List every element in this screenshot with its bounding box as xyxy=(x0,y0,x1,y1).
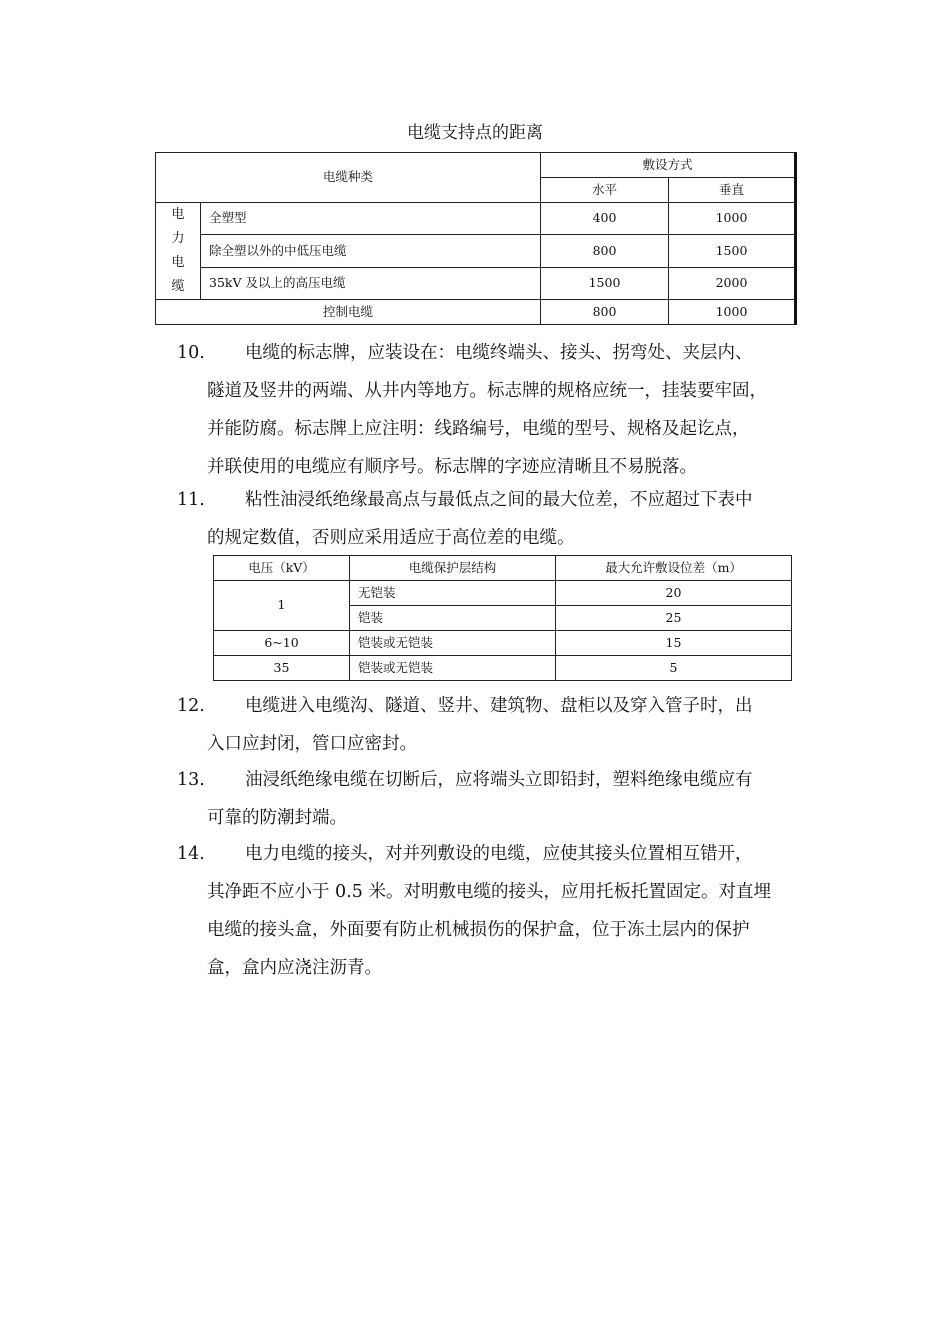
row-max-diff: 15 xyxy=(556,631,792,656)
header-structure: 电缆保护层结构 xyxy=(350,556,556,581)
row-structure: 铠装或无铠装 xyxy=(350,631,556,656)
group-char: 电 xyxy=(171,255,185,270)
row-name: 35kV 及以上的高压电缆 xyxy=(201,267,541,299)
control-horizontal: 800 xyxy=(541,300,669,325)
row-vertical: 1500 xyxy=(669,235,796,267)
item-text-line: 电缆的接头盒，外面要有防止机械损伤的保护盒，位于冻土层内的保护 xyxy=(207,920,750,940)
item-number: 14. xyxy=(177,844,205,864)
item-text-line: 并联使用的电缆应有顺序号。标志牌的字迹应清晰且不易脱落。 xyxy=(207,457,697,477)
header-vertical: 垂直 xyxy=(669,178,796,203)
item-text-line: 电缆的标志牌，应装设在：电缆终端头、接头、拐弯处、夹层内、 xyxy=(245,343,753,363)
row-voltage: 6~10 xyxy=(214,631,350,656)
item-12 xyxy=(177,687,807,763)
row-voltage: 1 xyxy=(214,581,350,631)
item-10 xyxy=(177,334,807,486)
row-name: 除全塑以外的中低压电缆 xyxy=(201,235,541,267)
item-text-line: 并能防腐。标志牌上应注明：线路编号，电缆的型号、规格及起讫点， xyxy=(207,419,750,439)
row-vertical: 1000 xyxy=(669,203,796,235)
header-cable-category: 电缆种类 xyxy=(156,153,541,203)
header-horizontal: 水平 xyxy=(541,178,669,203)
row-name: 全塑型 xyxy=(201,203,541,235)
row-max-diff: 20 xyxy=(556,581,792,606)
row-max-diff: 5 xyxy=(556,656,792,681)
item-text-line: 的规定数值，否则应采用适应于高位差的电缆。 xyxy=(207,528,575,548)
item-number: 13. xyxy=(177,770,205,790)
item-text-line: 其净距不应小于 0.5 米。对明敷电缆的接头，应用托板托置固定。对直埋 xyxy=(207,882,771,902)
item-text-line: 入口应封闭，管口应密封。 xyxy=(207,734,417,754)
group-char: 力 xyxy=(171,231,185,246)
row-horizontal: 400 xyxy=(541,203,669,235)
item-text-line: 电力电缆的接头，对并列敷设的电缆，应使其接头位置相互错开， xyxy=(245,844,753,864)
item-11 xyxy=(177,481,807,557)
item-14 xyxy=(177,835,807,987)
group-char: 缆 xyxy=(171,279,185,294)
item-text-line: 油浸纸绝缘电缆在切断后，应将端头立即铅封，塑料绝缘电缆应有 xyxy=(245,770,753,790)
item-text-line: 隧道及竖井的两端、从井内等地方。标志牌的规格应统一，挂装要牢固， xyxy=(207,381,767,401)
item-13 xyxy=(177,761,807,837)
power-cable-group-label xyxy=(156,203,201,300)
item-text-line: 电缆进入电缆沟、隧道、竖井、建筑物、盘柜以及穿入管子时，出 xyxy=(245,696,753,716)
group-char: 电 xyxy=(171,207,185,222)
item-text-line: 粘性油浸纸绝缘最高点与最低点之间的最大位差，不应超过下表中 xyxy=(245,490,753,510)
item-text-line: 盒，盒内应浇注沥青。 xyxy=(207,958,382,978)
row-vertical: 2000 xyxy=(669,267,796,299)
item-number: 10. xyxy=(177,343,205,363)
item-number: 11. xyxy=(177,490,205,510)
header-laying-method: 敷设方式 xyxy=(541,153,796,178)
height-difference-table xyxy=(213,555,792,681)
item-number: 12. xyxy=(177,696,205,716)
row-structure: 铠装 xyxy=(350,606,556,631)
header-voltage: 电压（kV） xyxy=(214,556,350,581)
item-text-line: 可靠的防潮封端。 xyxy=(207,808,347,828)
row-voltage: 35 xyxy=(214,656,350,681)
header-max-diff: 最大允许敷设位差（m） xyxy=(556,556,792,581)
table1-title: 电缆支持点的距离 xyxy=(407,123,543,143)
row-structure: 无铠装 xyxy=(350,581,556,606)
control-vertical: 1000 xyxy=(669,300,796,325)
row-structure: 铠装或无铠装 xyxy=(350,656,556,681)
control-cable-name: 控制电缆 xyxy=(156,300,541,325)
row-max-diff: 25 xyxy=(556,606,792,631)
row-horizontal: 800 xyxy=(541,235,669,267)
cable-support-distance-table xyxy=(155,152,797,325)
row-horizontal: 1500 xyxy=(541,267,669,299)
